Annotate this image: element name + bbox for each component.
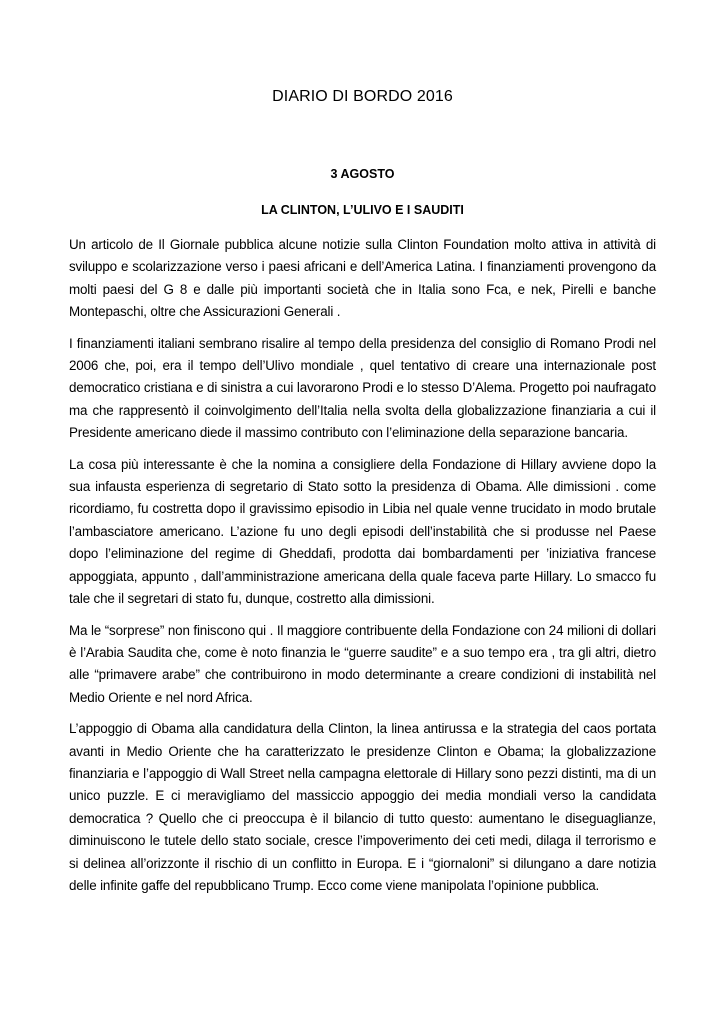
paragraph: L’appoggio di Obama alla candidatura della Clinton, la linea antirussa e la strategia del caos portata avanti in Medio Oriente che ha caratterizzato le presidenze Clinton e Obama; la globalizzazione finanziaria e l’appoggio di Wall Street nella campagna elettorale di Hillary sono pezzi distinti, ma di un unico puzzle. E ci meravigliamo del massiccio appoggio dei media mondiali verso la candidata democratica ? Quello che ci preoccupa è il bilancio di tutto questo: aumentano le diseguaglianze, diminuiscono le tutele dello stato sociale, cresce l’impoverimento dei ceti medi, dilaga il terrorismo e si delinea all’orizzonte il rischio di un conflitto in Europa. E i “giornaloni” si dilungano a dare notizia delle infinite gaffe del repubblicano Trump. Ecco come viene manipolata l’opinione pubblica. xyxy=(69,721,656,893)
paragraph: La cosa più interessante è che la nomina a consigliere della Fondazione di Hillary avviene dopo la sua infausta esperienza di segretario di Stato sotto la presidenza di Obama. Alle dimissioni . come ricordiamo, fu costretta dopo il gravissimo episodio in Libia nel quale venne trucidato in modo brutale l’ambasciatore americano. L’azione fu uno degli episodi dell’instabilità che si produsse nel Paese dopo l’eliminazione del regime di Gheddafi, prodotta dai bombardamenti per ’iniziativa francese appoggiata, appunto , dall’amministrazione americana della quale faceva parte Hillary. Lo smacco fu tale che il segretari di stato fu, dunque, costretto alla dimissioni. xyxy=(69,456,656,607)
paragraph: I finanziamenti italiani sembrano risalire al tempo della presidenza del consiglio di Romano Prodi nel 2006 che, poi, era il tempo dell’Ulivo mondiale , quel tentativo di creare una internazionale post democratico cristiana e di sinistra a cui lavorarono Prodi e lo stesso D’Alema. Progetto poi naufragato ma che rappresentò il coinvolgimento dell’Italia nella svolta della globalizzazione finanziaria a cui il Presidente americano diede il massimo contributo con l’eliminazione della separazione bancaria. xyxy=(69,335,656,441)
paragraph: Ma le “sorprese” non finiscono qui . Il maggiore contribuente della Fondazione con 24 milioni di dollari è l’Arabia Saudita che, come è noto finanzia le “guerre saudite” e a suo tempo era , tra gli altri, dietro alle “primavere arabe” che contribuirono in modo determinante a creare condizioni di instabilità nel Medio Oriente e nel nord Africa. xyxy=(69,622,656,705)
article-title: LA CLINTON, L’ULIVO E I SAUDITI xyxy=(261,203,464,217)
article-body xyxy=(69,234,656,906)
paragraph: Un articolo de Il Giornale pubblica alcune notizie sulla Clinton Foundation molto attiva in attività di sviluppo e scolarizzazione verso i paesi africani e dell’America Latina. I finanziamenti provengono da molti paesi del G 8 e dalle più importanti società che in Italia sono Fca, e nek, Pirelli e banche Montepaschi, oltre che Assicurazioni Generali . xyxy=(69,237,656,320)
entry-date: 3 AGOSTO xyxy=(330,167,395,181)
document-title: DIARIO DI BORDO 2016 xyxy=(272,88,453,105)
